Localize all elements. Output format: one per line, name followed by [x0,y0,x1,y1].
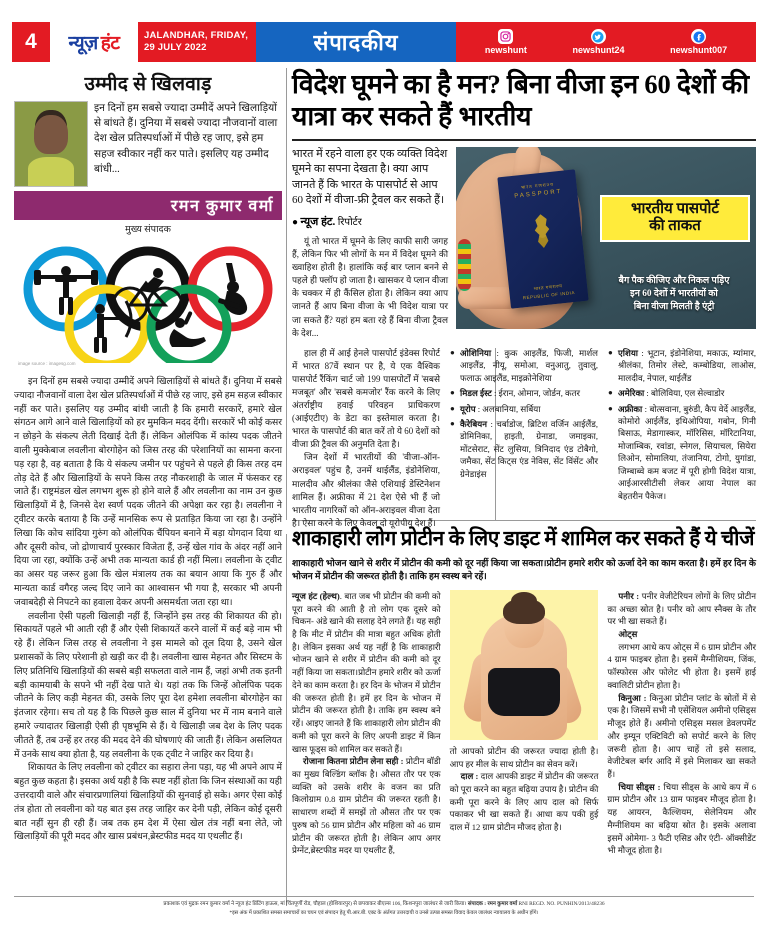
logo-text-primary: न्यूज़ [68,33,98,54]
article2-section [607,692,756,781]
region-countries: चर्बाडोज, ब्रिटिश वर्जिन आईलैंड, डोमिनिका, हाइती, ग्रेनाडा, जमाइका, मोंटसेराट, सेंट लुसिया, त्रिनिदाद एंड टोबैगो, जमैका, सेंट किट्स एंड नेविस, सेंट विंसेंट और ग्रेनेडाइंस [460,418,598,479]
footer-publisher: प्रकाशक एवं मुद्रक रमन कुमार वर्मा ने न्यूज हंट प्रिंटिंग हाऊस, मां चिंतपूर्णी रोड, चौहाल (होशियारपुर) से छपवाकर बीएल्स 106, किशनपुरा जालंधर से जारी किया। [163,901,467,907]
caption-line-1: बैग पैक कीजिए और निकल पड़िए [618,275,730,286]
column-divider-left-lower [286,534,287,906]
country-group-text: अमेरिका : बोलिविया, एल सेल्वाडोर [618,388,725,399]
article2-section [292,755,441,857]
region-countries: भूटान, इंडोनेशिया, मकाऊ, म्यांमार, श्रीलंका, तिमोर लेस्टे, कम्बोडिया, लाओस, मालदीव, नेपाल, थाईलैंड [618,347,756,383]
editorial-paragraph: शिकायत के लिए लवलीना को ट्वीटर का सहारा लेना पड़ा, यह भी अपने आप में बहुत कुछ कहता है। इसका अर्थ यही है कि स्पष्ट नहीं होता कि जिन संस्थाओं का यही उत्तरदायी वाले और संचारप्रणालियां खिलाड़ियों की सुनवाई हो सके। अगर ऐसा कोई तंत्र होता तो लवलीना को यह बात इस तरह जाहिर कर देनी पड़ी, लेकिन कोई दूसरी बात नहीं सुन ही रही हैं। जब तक हम देश में ऐसा खेल तंत्र नहीं बना लेते, जो खिलाड़ियों की पूरी मदद और खास प्रबंधन,ब्रेस्टफीड मदद या एथलीट हैं। [14,762,282,842]
social-handle-twitter: newshunt24 [572,45,625,55]
region-label: एशिया [618,347,639,358]
passport-text-hindi-top: भारत गणराज्य [520,181,555,190]
region-countries: कुक आइलैंड, फिजी, मार्शल आइलैंड, नीयू, समोआ, वनुआतु, तुवालु, फलाऊ आइलैंड, माइक्रोनेशिया [460,347,599,383]
footer-editor: संपादक : रमन कुमार वर्मा [467,901,518,907]
editor-portrait-photo [14,101,88,187]
country-group-text: ओशिनिया : कुक आइलैंड, फिजी, मार्शल आइलैंड, नीयू, समोआ, वनुआतु, तुवालु, फलाऊ आइलैंड, माइक्रोनेशिया [460,347,599,383]
country-group-text: अफ्रीका : बोत्सवाना, बुरुंडी, कैप वेर्दे आइलैंड, कोमोरो आईलैंड, इथिओपिया, गबोन, गिनी बिसाऊ, मेडागास्कर, मॉरिसिस, मॉरिटानिया, मोजाम्बिक, रवांडा, स्नेगल, सियाचल, सियेरा लिओन, सोमालिया, तंजानिया, टोगो, युगांडा, जिम्बाब्वे कम बजट में पूरी होगी विदेश यात्रा, आईआरसीटीसी लेकर आया नेपाल का बेहतरीन पैकेज। [618,403,756,501]
passport-text-main: PASSPORT [514,188,563,200]
article2-paragraph: लगभग आधे कप ओट्स में 6 ग्राम प्रोटीन और 4 ग्राम फाइबर होता है। इसमें मैग्नीशियम, जिंक, फॉस्फोरस और फोलेट भी होता है। इसमें हाई क्वालिटी प्रोटीन होता है। [607,641,757,690]
region-label: यूरोप [460,403,476,414]
footer-line-1 [14,900,754,909]
article2-col-1 [292,590,441,857]
country-group-text: मिडल ईस्ट : ईरान, ओमान, जोर्डन, कतर [460,388,581,399]
byline-bullet: ● [292,217,299,229]
article-photo-block [456,147,756,340]
article2-section-title: दाल : [460,771,479,782]
hair-bun [511,592,537,610]
article2-section [607,628,756,641]
article-paragraph: यूं तो भारत में घूमने के लिए काफी सारी जगह हैं, लेकिन फिर भी लोगों के मन में विदेश घूमने की ख्वाहिश होती है। हालांकि कई बार प्लान बनने से पहले ही फ्लॉप हो जाता है। खासकर ये प्लान वीजा के चक्कर में ही कैंसिल होता है। लेकिन क्या आप जानते हैं आप बिना वीजा के भी विदेश यात्रा पर जा सकते हैं? यहां हम बता रहे हैं बिना वीजा ट्रैवल के देश... [292,236,448,338]
article2-section [450,770,599,834]
callout-line-1: भारतीय पासपोर्ट [631,200,719,217]
social-links [456,22,756,62]
dateline [138,22,256,62]
region-countries: ईरान, ओमान, जोर्डन, कतर [498,388,581,399]
editor-role: मुख्य संपादक [125,225,171,235]
editorial-column [14,70,282,844]
article-standfirst: भारत में रहने वाला हर एक व्यक्ति विदेश घूमने का सपना देखता है। क्या आप जानते हैं कि भारत के पासपोर्ट से आप 60 देशों में वीजा-फ्री ट्रैवल कर सकते हैं। [292,147,448,207]
country-group-item [450,387,598,399]
country-list-col-3 [608,347,756,530]
country-group-item [608,387,756,399]
article-paragraph: जिन देशों में भारतीयों की 'वीजा-ऑन-अराइवल' पहुंच है, उनमें थाईलैंड, इंडोनेशिया, मालदीव और श्रीलंका जैसे एशियाई डेस्टिनेशन शामिल हैं। अफ्रीका में 21 देश ऐसे भी हैं जो भारतीय नागरिकों को ऑन-अराइवल वीजा देता है। ऐसा करने के लिए केवल दो यूरोपीय देश हैं। [292,452,440,528]
dateline-city-day: JALANDHAR, FRIDAY, [144,30,249,42]
country-group-text: एशिया : भूटान, इंडोनेशिया, मकाऊ, म्यांमार, श्रीलंका, तिमोर लेस्टे, कम्बोडिया, लाओस, मालदीव, नेपाल, थाईलैंड [618,347,756,383]
byline-source: न्यूज हंट. [300,216,336,229]
image-credit: image source : imagesg.com [18,361,76,366]
caption-line-3: बिना वीजा मिलती है एंट्री [633,302,715,313]
country-group-item [450,403,598,415]
article2-lede [292,590,441,755]
footer-rni: RNI REGD. NO. PUNHIN/2013/48236 [518,901,605,907]
article-paragraph: हाल ही में आई हेनले पासपोर्ट इंडेक्स रिपोर्ट में भारत 87वें स्थान पर है, ये एक वैश्विक पासपोर्ट रैंकिंग चार्ट जो 199 पासपोर्टों में 'सबसे मजबूत' और 'सबसे कमजोर' रैंक करने के लिए अंतर्राष्ट्रीय हवाई परिवहन प्राधिकरण (आईएटीए) के डेटा का इस्तेमाल करता है। भारत के पासपोर्ट की बात करें तो ये 60 देशों को वीजा फ्री ट्रैवल की अनुमति देता है। [292,347,440,450]
byline-role: रिपोर्टर [337,217,362,229]
article2-paragraph: . बात जब भी प्रोटीन की कमी को पूरा करने की आती है तो लोग एक दूसरे को चिकन- अंडे खाने की सलाह देने लगते हैं। यह सही है कि मीट में प्रोटीन की मात्रा बहुत अधिक होती है। लेकिन इसका अर्थ यह नहीं है कि शाकाहारी भोजन खाने से शरीर में प्रोटीन की कमी को दूर नहीं किया जा सकता।प्रोटीन हमारे शरीर को ऊर्जा देने का काम करता है। हर दिन के भोजन में प्रोटीन की जरूरत होती है। हमें हर दिन के भोजन में प्रोटीन की जरूरत होती है। ताकि हम स्वस्थ बने रहें। आइए जानते हैं कि शाकाहारी लोग प्रोटीन की कमी को पूरा करने के लिए अपनी डाइट में किन खास फूड्स को शामिल कर सकते हैं। [292,590,441,754]
article2-paragraph: किनुआ प्रोटीन प्लांट के स्रोतों में से एक है। जिसमें सभी नौ एसेंशियल अमीनो एसिड्स मौजूद होते हैं। अमीनो एसिड्स मसल डेवलपमेंट और इम्यून एक्टिविटी को सपोर्ट करने के लिए जरूरी होता है। आप चाहें तो इसे सलाद, वेजीटेबल बर्गर आदि में इसे मिलाकर खा सकते हैं। [607,692,757,779]
indian-passport-booklet [497,169,588,308]
logo-text-secondary: हंट [100,33,120,54]
section-title: संपादकीय [256,22,456,62]
footer-divider [14,896,754,897]
country-group-item [608,403,756,503]
bullet-icon: ● [608,388,613,398]
country-list-col-2 [450,347,598,530]
region-label: अमेरिका [618,388,645,399]
article2-section-title: किनुआ : [618,692,647,703]
column-divider-left [286,68,287,520]
article2-paragraph: तो आपको प्रोटीन की जरूरत ज्यादा होती है। आप हर मील के साथ प्रोटीन का सेवन करें। [449,745,599,769]
olympic-rings-illustration [14,245,282,367]
editorial-paragraph: लवलीना ऐसी पहली खिलाड़ी नहीं हैं, जिन्होंने इस तरह की शिकायत की हो। सिकायतें पहले भी आती रही हैं और ऐसी शिकायतें करने वालों में कई बड़े नाम भी रहे हैं। लेकिन जिस तरह से लवलीना ने इस मामले को तूल दिया है, उसने खेल प्रशासकों के लिए परेशानी हो खड़ी कर दी है। लवलीना खास मेहनत और सिस्टम के लिए प्रतिनिधि खिलाड़ियों की सबसे बड़ी सफलता वाले नाम हैं, जहां अभी तक इतनी बड़ी कामयाबी के सपने भी नहीं देख पाते थे। यहां तक कि जिन्हें ओलंपिक पदक जीतने के लिए कड़ी मेहनत की, उसके लिए पूरा देश हमेशा लवलीना बोरगोहेन का इंतजार रहेगा। सच तो यह है कि पिछले कुछ साल में दुनिया भर में नाम बनाने वाले हमारे ज्यादातर खिलाड़ी ऐसी ही पृष्ठभूमि से हैं। ये खिलाड़ी जब देश के लिए पदक जीतते हैं, तब उन्हें हर तरह की मदद देने की घोषणाएं की जाती हैं। लेकिन असलियत में उनके साथ क्या होता है, यह लवलीना के एक ट्वीट ने जाहिर कर दिया है। [14,610,282,759]
article2-headline: शाकाहारी लोग प्रोटीन के लिए डाइट में शामिल कर सकते हैं ये चीजें [292,528,755,550]
region-countries: अलबानिया, सर्बिया [482,403,541,414]
article2-section-title: रोजाना कितना प्रोटीन लेना सही : [303,756,404,767]
article2-section [607,781,756,857]
article-body-col2 [292,347,440,530]
bullet-icon: ● [450,403,455,413]
dateline-date: 29 JULY 2022 [144,42,207,53]
region-label: अफ्रीका [618,403,643,414]
country-list-col-1 [292,347,440,530]
region-countries: बोलिविया, एल सेल्वाडोर [650,388,725,399]
caption-line-2: इन 60 देशों में भारतीयों को [630,288,718,299]
bullet-icon: ● [608,347,613,357]
social-link-twitter[interactable] [572,29,624,55]
country-group-item [450,418,598,480]
highlight-callout-box [600,195,750,243]
emblem-icon [527,213,556,250]
country-lists [292,347,756,530]
twitter-icon [591,29,606,44]
country-group-item [450,347,598,384]
photo-caption [598,275,750,315]
fitness-woman-photo [450,590,599,740]
editorial-body [14,375,282,844]
passport-photo [456,147,756,329]
article-intro-column [292,147,448,340]
passport-text-english-bottom: REPUBLIC OF INDIA [522,289,576,301]
article2-columns [292,590,756,857]
facebook-icon [691,29,706,44]
article2-subhead: शाकाहारी भोजन खाने से शरीर में प्रोटीन की कमी को दूर नहीं किया जा सकता।प्रोटीन हमारे शरीर को ऊर्जा देने का काम करता है। हमें हर दिन के भोजन में प्रोटीन की जरूरत होती है। ताकि हम स्वस्थ बने रहें। [292,557,756,581]
article2-section-title: पनीर : [618,590,640,601]
sports-top [488,668,560,716]
article2-section-title: चिया सीड्स : [618,781,661,792]
bullet-icon: ● [450,418,455,428]
editorial-title: उम्मीद से खिलवाड़ [84,74,212,95]
bullet-icon: ● [450,347,455,357]
article2-paragraph: पनीर वेजीटेरियन लोगों के लिए प्रोटीन का अच्छा स्रोत है। पनीर को आप स्नैक्स के तौर पर भी खा सकते हैं। [607,590,757,627]
callout-line-2: की ताकत [649,217,701,234]
social-link-facebook[interactable] [670,29,727,55]
article2-section-title: ओट्स [618,629,638,640]
country-group-item [608,347,756,384]
olympic-rings-svg [14,245,282,363]
country-group-text: कैरेबियन : चर्बाडोज, ब्रिटिश वर्जिन आईलैंड, डोमिनिका, हाइती, ग्रेनाडा, जमाइका, मोंटसेराट, सेंट लुसिया, त्रिनिदाद एंड टोबैगो, जमैका, सेंट किट्स एंड नेविस, सेंट विंसेंट और ग्रेनेडाइंस [460,418,598,479]
region-label: कैरेबियन [460,418,488,429]
article-top-grid [292,147,756,340]
social-handle-facebook: newshunt007 [670,45,728,55]
article-body-col1 [292,235,448,340]
article2-paragraph: चिया सीड्स के आधे कप में 6 ग्राम प्रोटीन और 13 ग्राम फाइबर मौजूद होता है। यह आयरन, कैल्शियम, सेलेनियम और मैग्नीशियम का बढ़िया स्रोत है। इसके अलावा इसमें ओमेगा- 3 फैटी एसिड और एंटी- ऑक्सीडेंट भी मौजूद होता है। [607,781,757,856]
social-link-instagram[interactable] [485,29,527,55]
footer-line-2: *इस अंक में प्रकाशित समस्त समाचारों का चयन एवं संपादन हेतु पी.आर.बी. एक्ट के अंर्तगत उत्तरदायी व उनसे उत्पन्न समस्त विवाद केवल जालंधर न्यायालय के अधीन होंगे। [229,910,539,917]
headline-rule [292,139,756,141]
article2-col-3 [607,590,756,857]
article2-section [607,590,756,628]
article2-paragraph: दाल आपकी डाइट में प्रोटीन की जरूरत को पूरा करने का बहुत बढ़िया उपाय है। प्रोटीन की कमी पूरा करने के लिए आप दाल को सिर्फ पकाकर भी खा सकते हैं। आधा कप पकी हुई दाल में 12 ग्राम प्रोटीन मौजद होता है। [449,771,599,833]
article2-paragraph: प्रोटीन बॉडी का मुख्य बिल्डिंग ब्लॉक है। औसत तौर पर एक व्यक्ति को उसके शरीर के वजन का प्रति किलोग्राम 0.8 ग्राम प्रोटीन की जरूरत रहती है। साधारण शब्दों में समझें तो औसत तौर पर एक पुरुष को 56 ग्राम प्रोटीन और महिला को 46 ग्राम प्रोटीन की जरूरत होती है। लेकिन आप अगर प्रेग्नेंट,ब्रेस्टफीड मदर या एथलीट हैं, [292,756,441,856]
newspaper-logo[interactable] [50,22,138,62]
article-headline: विदेश घूमने का है मन? बिना वीजा इन 60 देशों की यात्रा कर सकते हैं भारतीय [292,69,749,132]
passport-text-hindi-bottom: भारत गणराज्य [533,282,563,291]
bullet-icon: ● [450,388,455,398]
article2-byline: न्यूज हंट (हेल्थ) [292,590,340,601]
region-label: मिडल ईस्ट [460,388,492,399]
region-countries: बोत्सवाना, बुरुंडी, कैप वेर्दे आइलैंड, कोमोरो आईलैंड, इथिओपिया, गबोन, गिनी बिसाऊ, मेडागास्कर, मॉरिसिस, मॉरिटानिया, मोजाम्बिक, रवांडा, स्नेगल, सियाचल, सियेरा लिओन, सोमालिया, तंजानिया, टोगो, युगांडा, जिम्बाब्वे कम बजट में पूरी होगी विदेश यात्रा, आईआरसीटीसी लेकर आया नेपाल का बेहतरीन पैकेज। [618,403,756,501]
byline [292,214,448,229]
country-group-text: यूरोप : अलबानिया, सर्बिया [460,403,541,414]
region-label: ओशिनिया [460,347,492,358]
bullet-icon: ● [608,403,613,413]
page-number: 4 [12,22,50,62]
editorial-paragraph: इन दिनों हम सबसे ज्यादा उम्मीदें अपने खिलाड़ियों से बांधते हैं। दुनिया में सबसे ज्यादा नौजवानों वाला देश खेल प्रतिस्पर्धाओं में पीछे रह जाए, इसे हम सहज स्वीकार नहीं कर पाते। इसलिए यह उम्मीद बांधी जाती है कि हमारी सरकारें, हमारे खेल संगठन आगे आने वाले खिलाड़ियों को हर मुमकिन मदद देंगी। सरकारें भी कोई कसर न छोड़ने के संकल्प लेती दिखाई देती हैं। लेकिन ओलंपिक में कांस्य पदक जीतने वाली मुक्केबाज लवलीना बोरगोहेन को जिस तरह की परेशानियों का सामना करना पड़ रहा है, वह बताता है कि ये संकल्प जमीन पर पहुंचने से पहले ही किस तरह दम तोड़ देते हैं और खिलाड़ियों के सपने किस तरह नौकरशाही के जाल में फंसकर रह जाते हैं। राष्ट्रमंडल खेल लगभग शुरू हो होने वाले हैं और लवलीना का नाम उन कुछ खिलाड़ियों में है, जिनसे देश स्वर्ण पदक जीतने की अपेक्षा कर रहा है। लवलीना ने ट्वीटर करके बताया है कि उन्हें मानसिक रूप से प्रताड़ित किया जा रहा है। उन्होंने लिखा कि कोच सांदिया गुरुंग को ओलंपिक चैंपियन बनाने में बड़ा योगदान दिया था और दूसरी कोच, जो द्रोणाचार्य पुरस्कार विजेता हैं, उन्हें खेल गांव के अंदर नहीं आने दिया जा रहा, क्योंकि उन्हें अभी तक मान्यता कार्ड ही नहीं मिला। लवलीना के ट्वीट का असर यह जरूर हुआ कि खेल मंत्रालय तक का बयान आया कि गुरु हैं और मान्यता कार्ड वगैरह जल्द दिए जाने का आश्वासन भी गया है, सरकार भी अपनी जवाबदेही से निपटने का हवाला देकर अपनी असमर्थता जता रहा था। [14,376,282,607]
social-handle-instagram: newshunt [484,45,527,55]
editor-name: रमन कुमार वर्मा [14,191,282,220]
bracelet-icon [458,239,471,291]
masthead [12,22,756,62]
page-footer [14,900,754,918]
instagram-icon [498,29,513,44]
editorial-author-card [14,101,282,187]
article-protein [292,528,756,857]
article-passport [292,68,756,530]
article2-col-2 [450,590,599,857]
editorial-blurb: इन दिनों हम सबसे ज्यादा उम्मीदें अपने खिलाड़ियों से बांधते हैं। दुनिया में सबसे ज्यादा नौजवानों वाला देश खेल प्रतिस्पर्धाओं में पीछे रह जाए, इसे हम सहज स्वीकार नहीं कर पाते। इसलिए यह उम्मीद बांधी... [94,103,278,175]
